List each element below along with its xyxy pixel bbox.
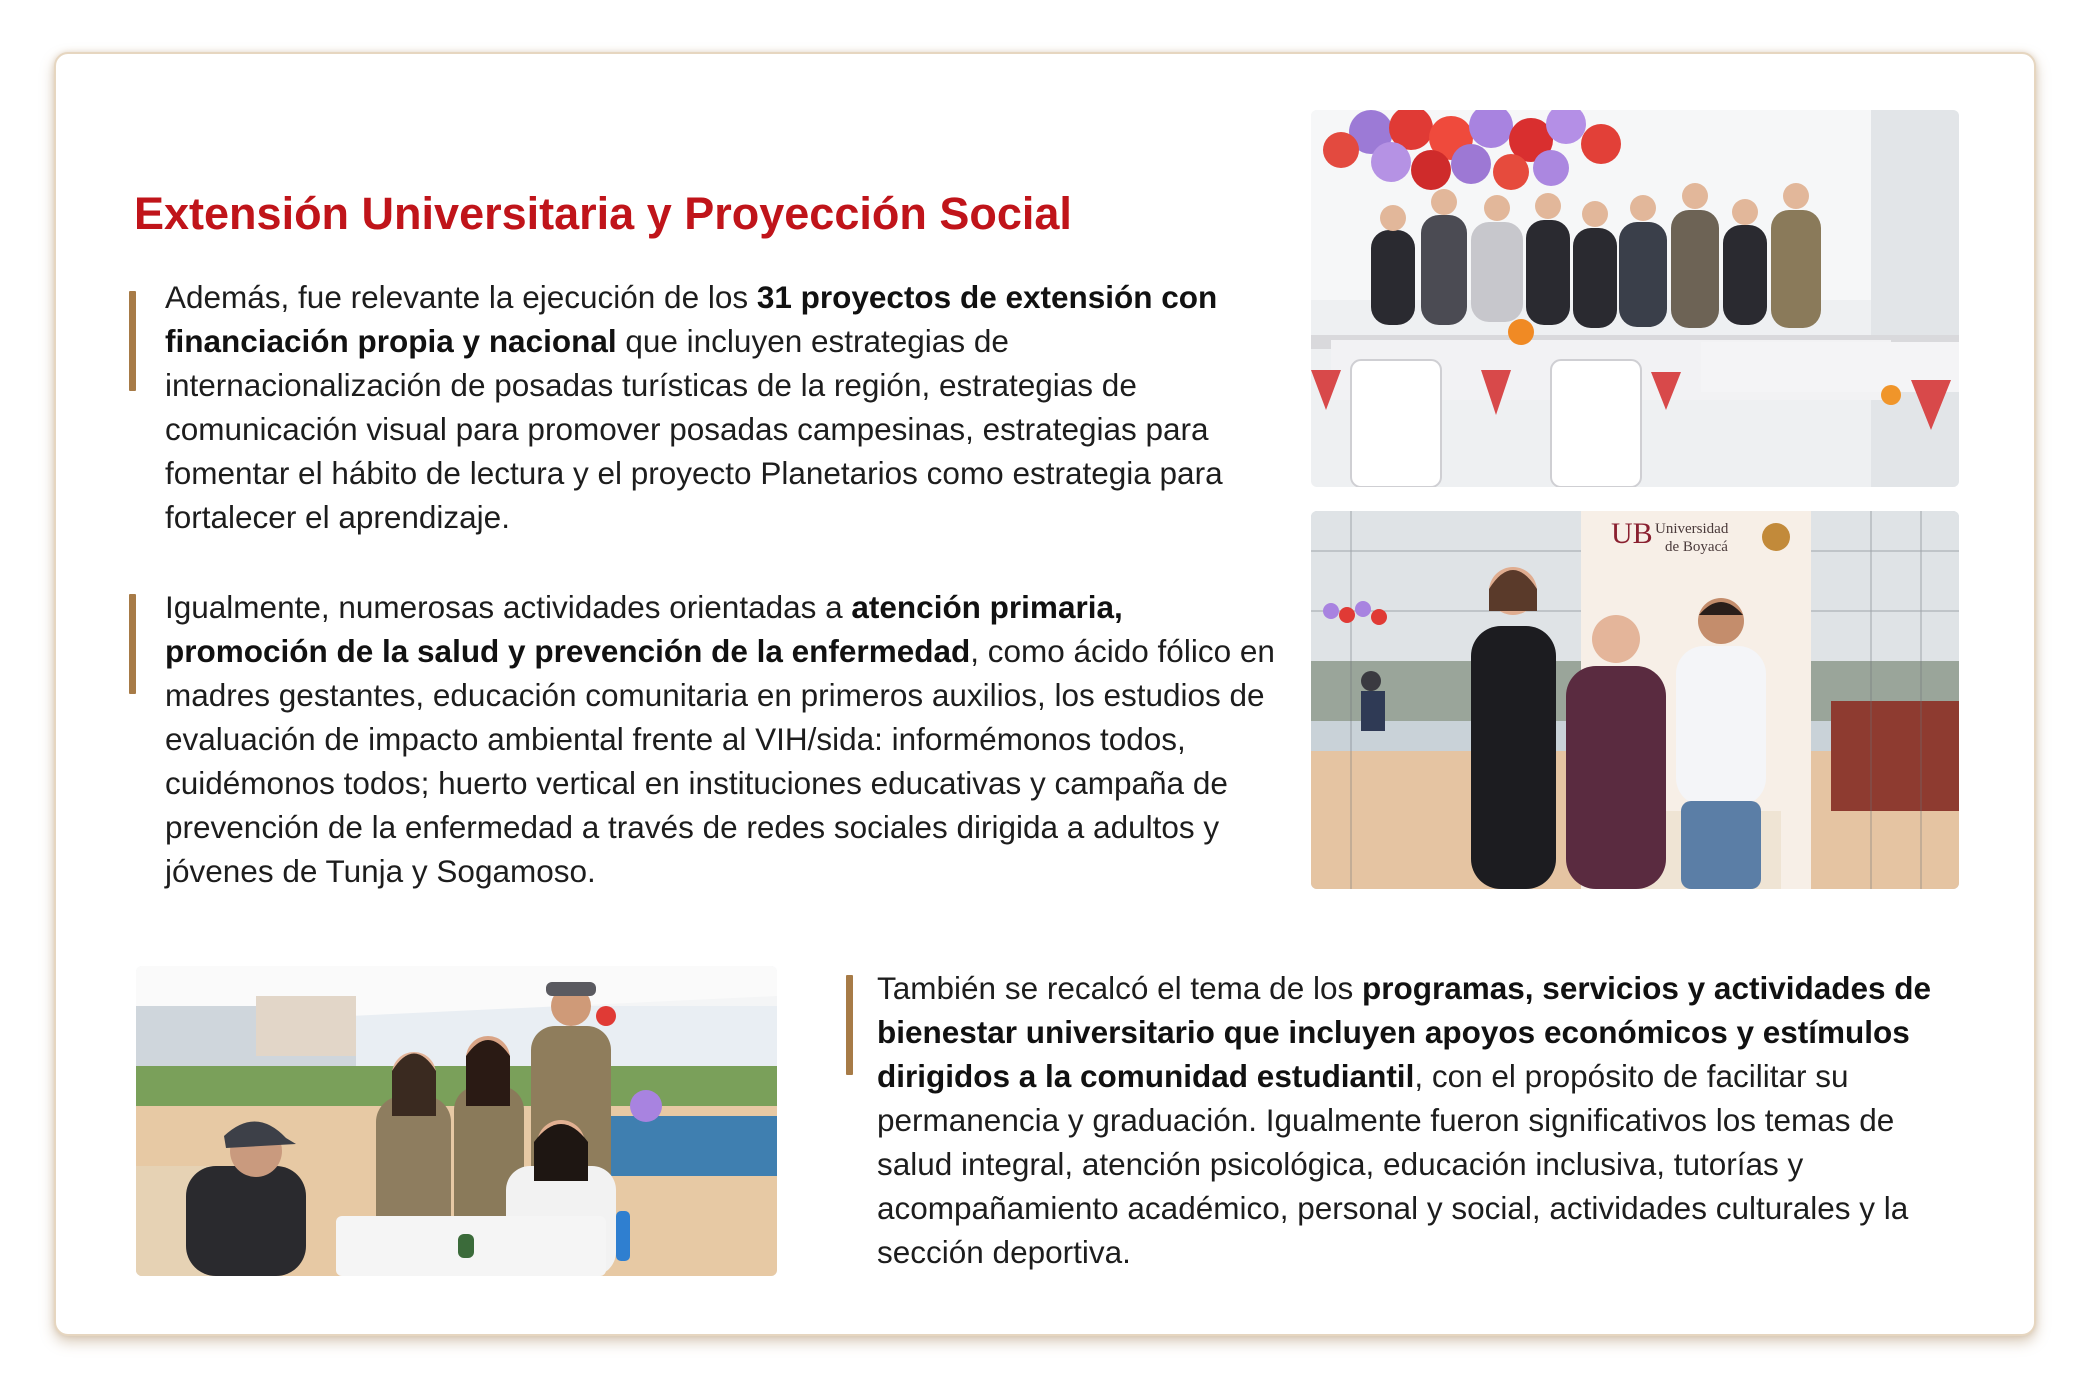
logo-monogram: UB [1611,517,1653,550]
paragraph-highlight: programas, servicios y actividades de bienestar universitario que incluyen apoyos económicos y estímulos dirigidos a la comunidad estudiantil [877,970,1932,1094]
paragraph-extension-projects [165,275,1275,539]
photo-students-at-table [136,966,777,1276]
paragraph-text: que incluyen estrategias de internacionalización de posadas turísticas de la región, estrategias de comunicación visual para promover posadas campesinas, estrategias para fomentar el hábito de lectura y el proyecto Planetarios como estrategia para fortalecer el aprendizaje. [165,323,1223,535]
paragraph-text: Además, fue relevante la ejecución de los [165,279,757,315]
paragraph-text: También se recalcó el tema de los [877,970,1362,1006]
accent-bar [129,291,136,391]
paragraph-text: , como ácido fólico en madres gestantes, educación comunitaria en primeros auxilios, los estudios de evaluación de impacto ambiental frente al VIH/sida: informémonos todos, cuidémonos todos; huerto vertical en instituciones educativas y campaña de prevención de la enfermedad a través de redes sociales dirigida a adultos y jóvenes de Tunja y Sogamoso. [165,633,1275,889]
logo-line1: Universidad [1655,521,1729,537]
accent-bar [846,975,853,1075]
paragraph-highlight: atención primaria, promoción de la salud y prevención de la enfermedad [165,589,1123,669]
paragraph-highlight: 31 proyectos de extensión con financiación propia y nacional [165,279,1218,359]
logo-line2: de Boyacá [1665,539,1728,555]
paragraph-health-activities [165,585,1275,893]
paragraph-wellbeing-programs [877,966,1967,1274]
section-title: Extensión Universitaria y Proyección Social [134,188,1072,239]
accent-bar [129,594,136,694]
paragraph-text: Igualmente, numerosas actividades orientadas a [165,589,852,625]
photo-group-with-balloons [1311,110,1959,487]
photo-women-with-banner [1311,511,1959,889]
paragraph-text: , con el propósito de facilitar su permanencia y graduación. Igualmente fueron significativos los temas de salud integral, atención psicológica, educación inclusiva, tutorías y acompañamiento académico, personal y social, actividades culturales y la sección deportiva. [877,1058,1909,1270]
